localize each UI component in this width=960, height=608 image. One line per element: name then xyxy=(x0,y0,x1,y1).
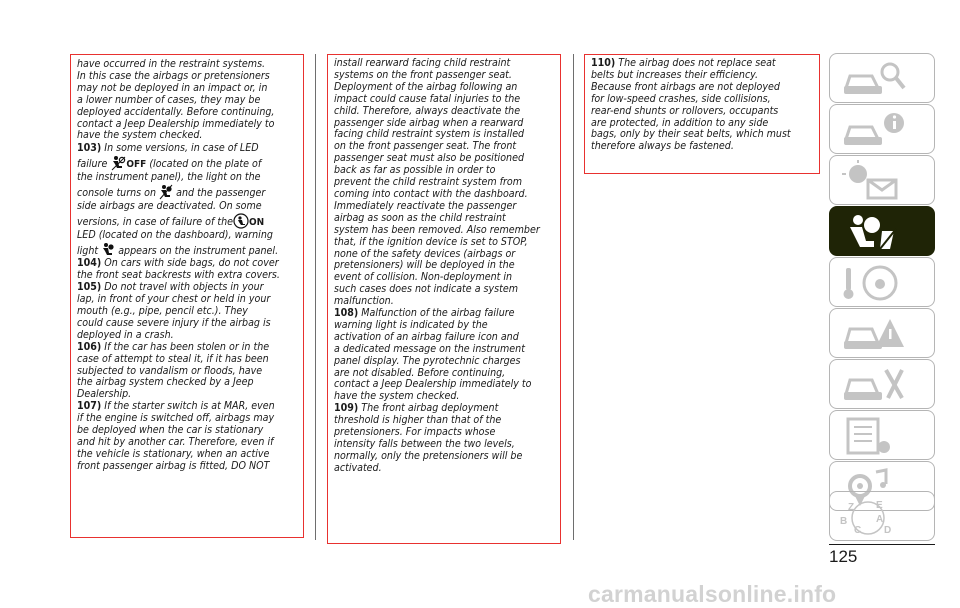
note-number: 103) xyxy=(77,142,102,155)
watermark: carmanualsonline.info xyxy=(588,581,837,607)
note-number: 107) xyxy=(77,400,102,413)
chapter-tab-emergency[interactable] xyxy=(829,308,935,358)
note-103 xyxy=(77,142,297,258)
note-text: The airbag does not replace seat belts but increases their efficiency. Because front airbags are not deployed for low-speed crashes, side collisions, rear-end shunts or rollovers, occupants are protected, in addition to any side bags, only by their seat belts, which must therefore always be fastened. xyxy=(591,57,791,153)
paragraph-intro: have occurred in the restraint systems. In this case the airbags or pretensioners may not be deployed in an impact or, in a lower number of cases, they may be deployed accidentally. Before continuing, contact a Jeep Dealership immediately to have the system checked. xyxy=(77,58,275,142)
index-letter-d: D xyxy=(884,525,892,536)
chapter-tab-knowing-car[interactable] xyxy=(829,53,935,103)
lights-message-icon xyxy=(840,160,926,202)
airbag-on-icon xyxy=(233,213,249,229)
page-number: 125 xyxy=(829,547,858,566)
note-text: and the passenger side airbags are deactivated. On some versions, in case of failure of the xyxy=(77,187,266,229)
note-text: appears on the instrument panel. xyxy=(118,245,279,258)
chapter-tab-lights[interactable] xyxy=(829,155,935,205)
note-109 xyxy=(334,403,554,474)
on-label: ON xyxy=(248,217,265,229)
note-110 xyxy=(591,58,813,153)
note-108 xyxy=(334,308,554,403)
chapter-tab-dashboard[interactable] xyxy=(829,104,935,154)
chapter-tab-starting-driving[interactable] xyxy=(829,257,935,307)
index-letter-z: Z xyxy=(848,502,855,513)
note-number: 110) xyxy=(591,57,616,69)
note-text: The front airbag deployment threshold is higher than that of the pretensioners. For impacts whose intensity falls between the two levels, normally, only the pretensioners will be activated. xyxy=(334,402,523,474)
chapter-tab-technical-data[interactable] xyxy=(829,410,935,460)
footer-rule xyxy=(829,544,935,545)
note-text: If the car has been stolen or in the case of attempt to steal it, if it has been subjected to vandalism or floods, have the airbag system checked by a Jeep Dealership. xyxy=(77,340,270,401)
index-letter-e: E xyxy=(876,500,883,511)
column-divider xyxy=(315,54,316,540)
note-number: 108) xyxy=(334,307,359,320)
note-105 xyxy=(77,282,297,342)
airbag-warning-light-icon xyxy=(101,242,115,258)
steering-wheel-icon xyxy=(840,262,926,304)
note-number: 104) xyxy=(77,257,102,270)
note-text: Do not travel with objects in your lap, in front of your chest or held in your mouth (e.g., pipe, pencil etc.). They could cause severe injury if the airbag is deployed in a crash. xyxy=(77,281,271,341)
note-text: In some versions, in case of LED failure xyxy=(77,142,259,171)
note-104 xyxy=(77,258,297,282)
note-number: 106) xyxy=(77,340,102,353)
note-text: Malfunction of the airbag failure warning light is indicated by the activation of an airbag failure icon and a dedicated message on the instrument panel display. The pyrotechnic charges are not disabled. Before continuing, contact a Jeep Dealership immediately to have the system checked. xyxy=(334,307,532,403)
note-text: (located on the plate of the instrument panel), the light on the console turns on xyxy=(77,158,262,200)
paragraph-continued: install rearward facing child restraint systems on the front passenger seat. Deployment of the airbag following an impact could cause fatal injuries to the child. Therefore, always deactivate the passenger side airbag when a rearward facing child restraint system is installed on the front passenger seat. The front passenger seat must also be positioned back as far as possible in order to prevent the child restraint system from coming into contact with the dashboard. Immediately reactivate the passenger airbag as soon as the child restraint system has been removed. Also remember that, if the ignition device is set to STOP, none of the safety devices (airbags or pretensioners) will be deployed in the event of collision. Non-deployment in such cases does not indicate a system malfunction. xyxy=(334,57,540,308)
text-column-1 xyxy=(70,54,304,538)
note-number: 109) xyxy=(334,402,359,415)
text-column-3 xyxy=(584,54,820,174)
passenger-airbag-off-icon xyxy=(159,184,173,200)
note-106 xyxy=(77,342,297,402)
chapter-tab-index[interactable] xyxy=(829,491,935,541)
text-column-2 xyxy=(327,54,561,544)
car-search-icon xyxy=(840,58,926,100)
chapter-tab-safety[interactable] xyxy=(829,206,935,256)
note-107 xyxy=(77,401,297,472)
index-letter-c: C xyxy=(854,525,862,536)
index-letter-a: A xyxy=(876,514,884,525)
car-wrench-icon xyxy=(840,364,926,406)
note-text: If the starter switch is at MAR, even if the engine is switched off, airbags may be deployed when the car is stationary and hit by another car. Therefore, even if the vehicle is stationary, when an active front passenger airbag is fitted, DO NOT xyxy=(77,400,275,472)
technical-list-icon xyxy=(840,415,926,457)
index-letter-b: B xyxy=(840,516,848,527)
car-info-icon xyxy=(840,109,926,151)
note-number: 105) xyxy=(77,281,102,294)
chapter-tab-maintenance[interactable] xyxy=(829,359,935,409)
off-label: OFF xyxy=(126,159,147,171)
airbag-off-icon xyxy=(110,155,126,171)
car-warning-icon xyxy=(840,313,926,355)
column-divider xyxy=(573,54,574,540)
note-text: LED (located on the dashboard), warning light xyxy=(77,229,273,258)
airbag-safety-icon xyxy=(840,211,926,253)
note-text: On cars with side bags, do not cover the front seat backrests with extra covers. xyxy=(77,257,280,282)
